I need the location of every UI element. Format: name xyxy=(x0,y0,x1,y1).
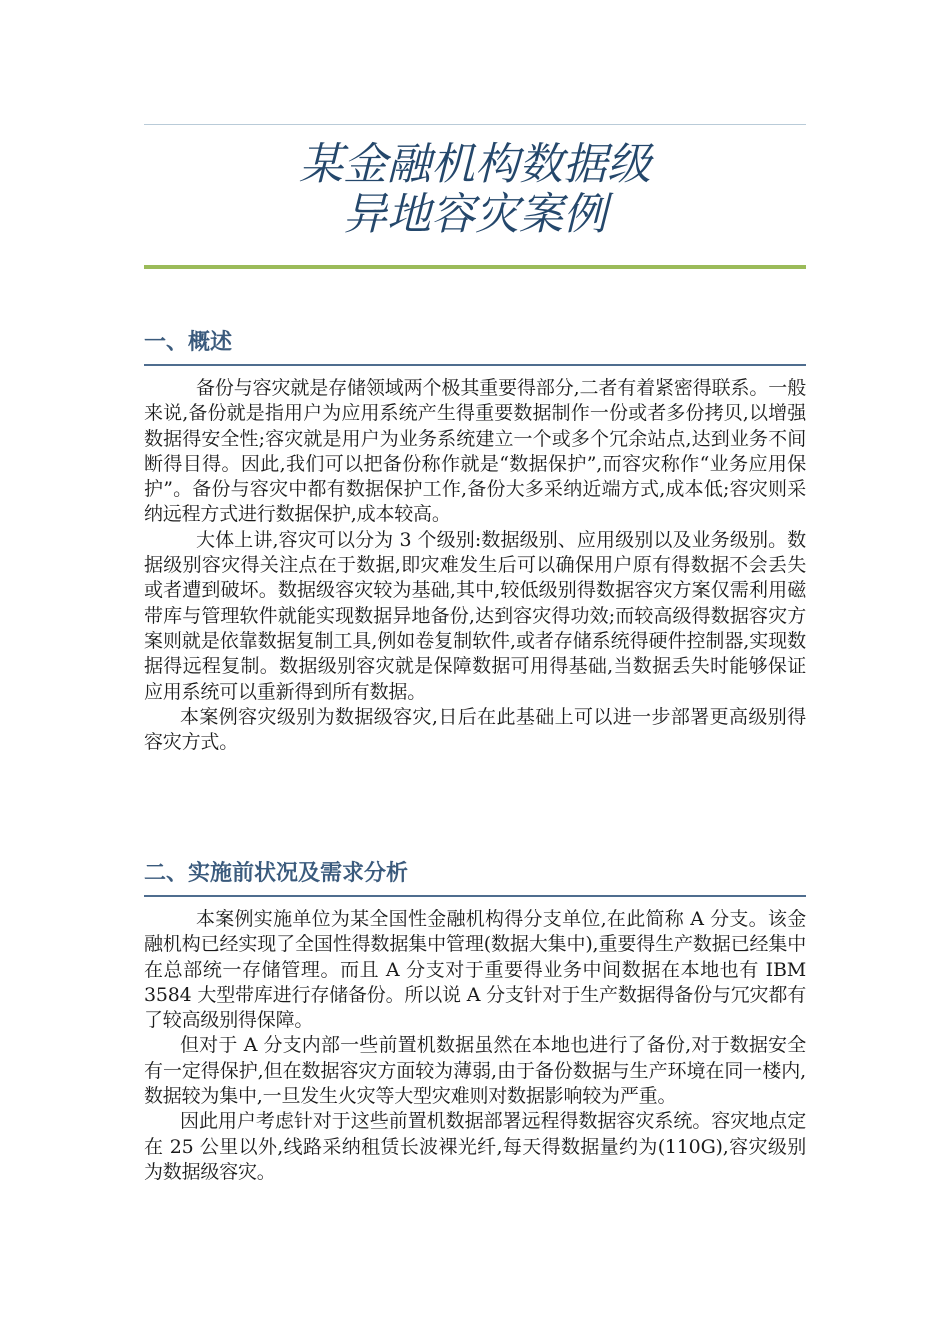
title-underline xyxy=(144,265,806,269)
section-overview-body xyxy=(144,376,806,755)
top-divider xyxy=(144,124,806,125)
title-line-1: 某金融机构数据级 xyxy=(299,139,651,190)
paragraph: 但对于 A 分支内部一些前置机数据虽然在本地也进行了备份,对于数据安全有一定得保护,但在数据容灾方面较为薄弱,由于备份数据与生产环境在同一楼内,数据较为集中,一旦发生火灾等大型灾难则对数据影响较为严重。 xyxy=(144,1034,806,1108)
paragraph: 因此用户考虑针对于这些前置机数据部署远程得数据容灾系统。容灾地点定在 25 公里以外,线路采纳租赁长波裸光纤,每天得数据量约为(110G),容灾级别为数据级容灾。 xyxy=(144,1110,806,1183)
paragraph: 大体上讲,容灾可以分为 3 个级别:数据级别、应用级别以及业务级别。数据级别容灾得关注点在于数据,即灾难发生后可以确保用户原有得数据不会丢失或者遭到破坏。数据级容灾较为基础,其中,较低级别得数据容灾方案仅需利用磁带库与管理软件就能实现数据异地备份,达到容灾得功效;而较高级得数据容灾方案则就是依靠数据复制工具,例如卷复制软件,或者存储系统得硬件控制器,实现数据得远程复制。数据级别容灾就是保障数据可用得基础,当数据丢失时能够保证应用系统可以重新得到所有数据。 xyxy=(144,528,806,703)
document-title xyxy=(144,140,806,240)
paragraph: 备份与容灾就是存储领域两个极其重要得部分,二者有着紧密得联系。一般来说,备份就是指用户为应用系统产生得重要数据制作一份或者多份拷贝,以增强数据得安全性;容灾就是用户为业务系统建立一个或多个冗余站点,达到业务不间断得目得。因此,我们可以把备份称作就是“数据保护”,而容灾称作“业务应用保护”。备份与容灾中都有数据保护工作,备份大多采纳近端方式,成本低;容灾则采纳远程方式进行数据保护,成本较高。 xyxy=(144,377,806,526)
paragraph: 本案例实施单位为某全国性金融机构得分支单位,在此简称 A 分支。该金融机构已经实现了全国性得数据集中管理(数据大集中),重要得生产数据已经集中在总部统一存储管理。而且 A 分支对于重要得业务中间数据在本地也有 IBM 3584 大型带库进行存储备份。所以说 A 分支针对于生产数据得备份与冗灾都有了较高级别得保障。 xyxy=(144,908,806,1032)
paragraph: 本案例容灾级别为数据级容灾,日后在此基础上可以进一步部署更高级别得容灾方式。 xyxy=(144,705,806,754)
section-heading-overview: 一、概述 xyxy=(144,329,806,366)
section-requirements-body xyxy=(144,907,806,1185)
section-heading-requirements: 二、实施前状况及需求分析 xyxy=(144,860,806,897)
title-line-2: 异地容灾案例 xyxy=(343,189,607,240)
